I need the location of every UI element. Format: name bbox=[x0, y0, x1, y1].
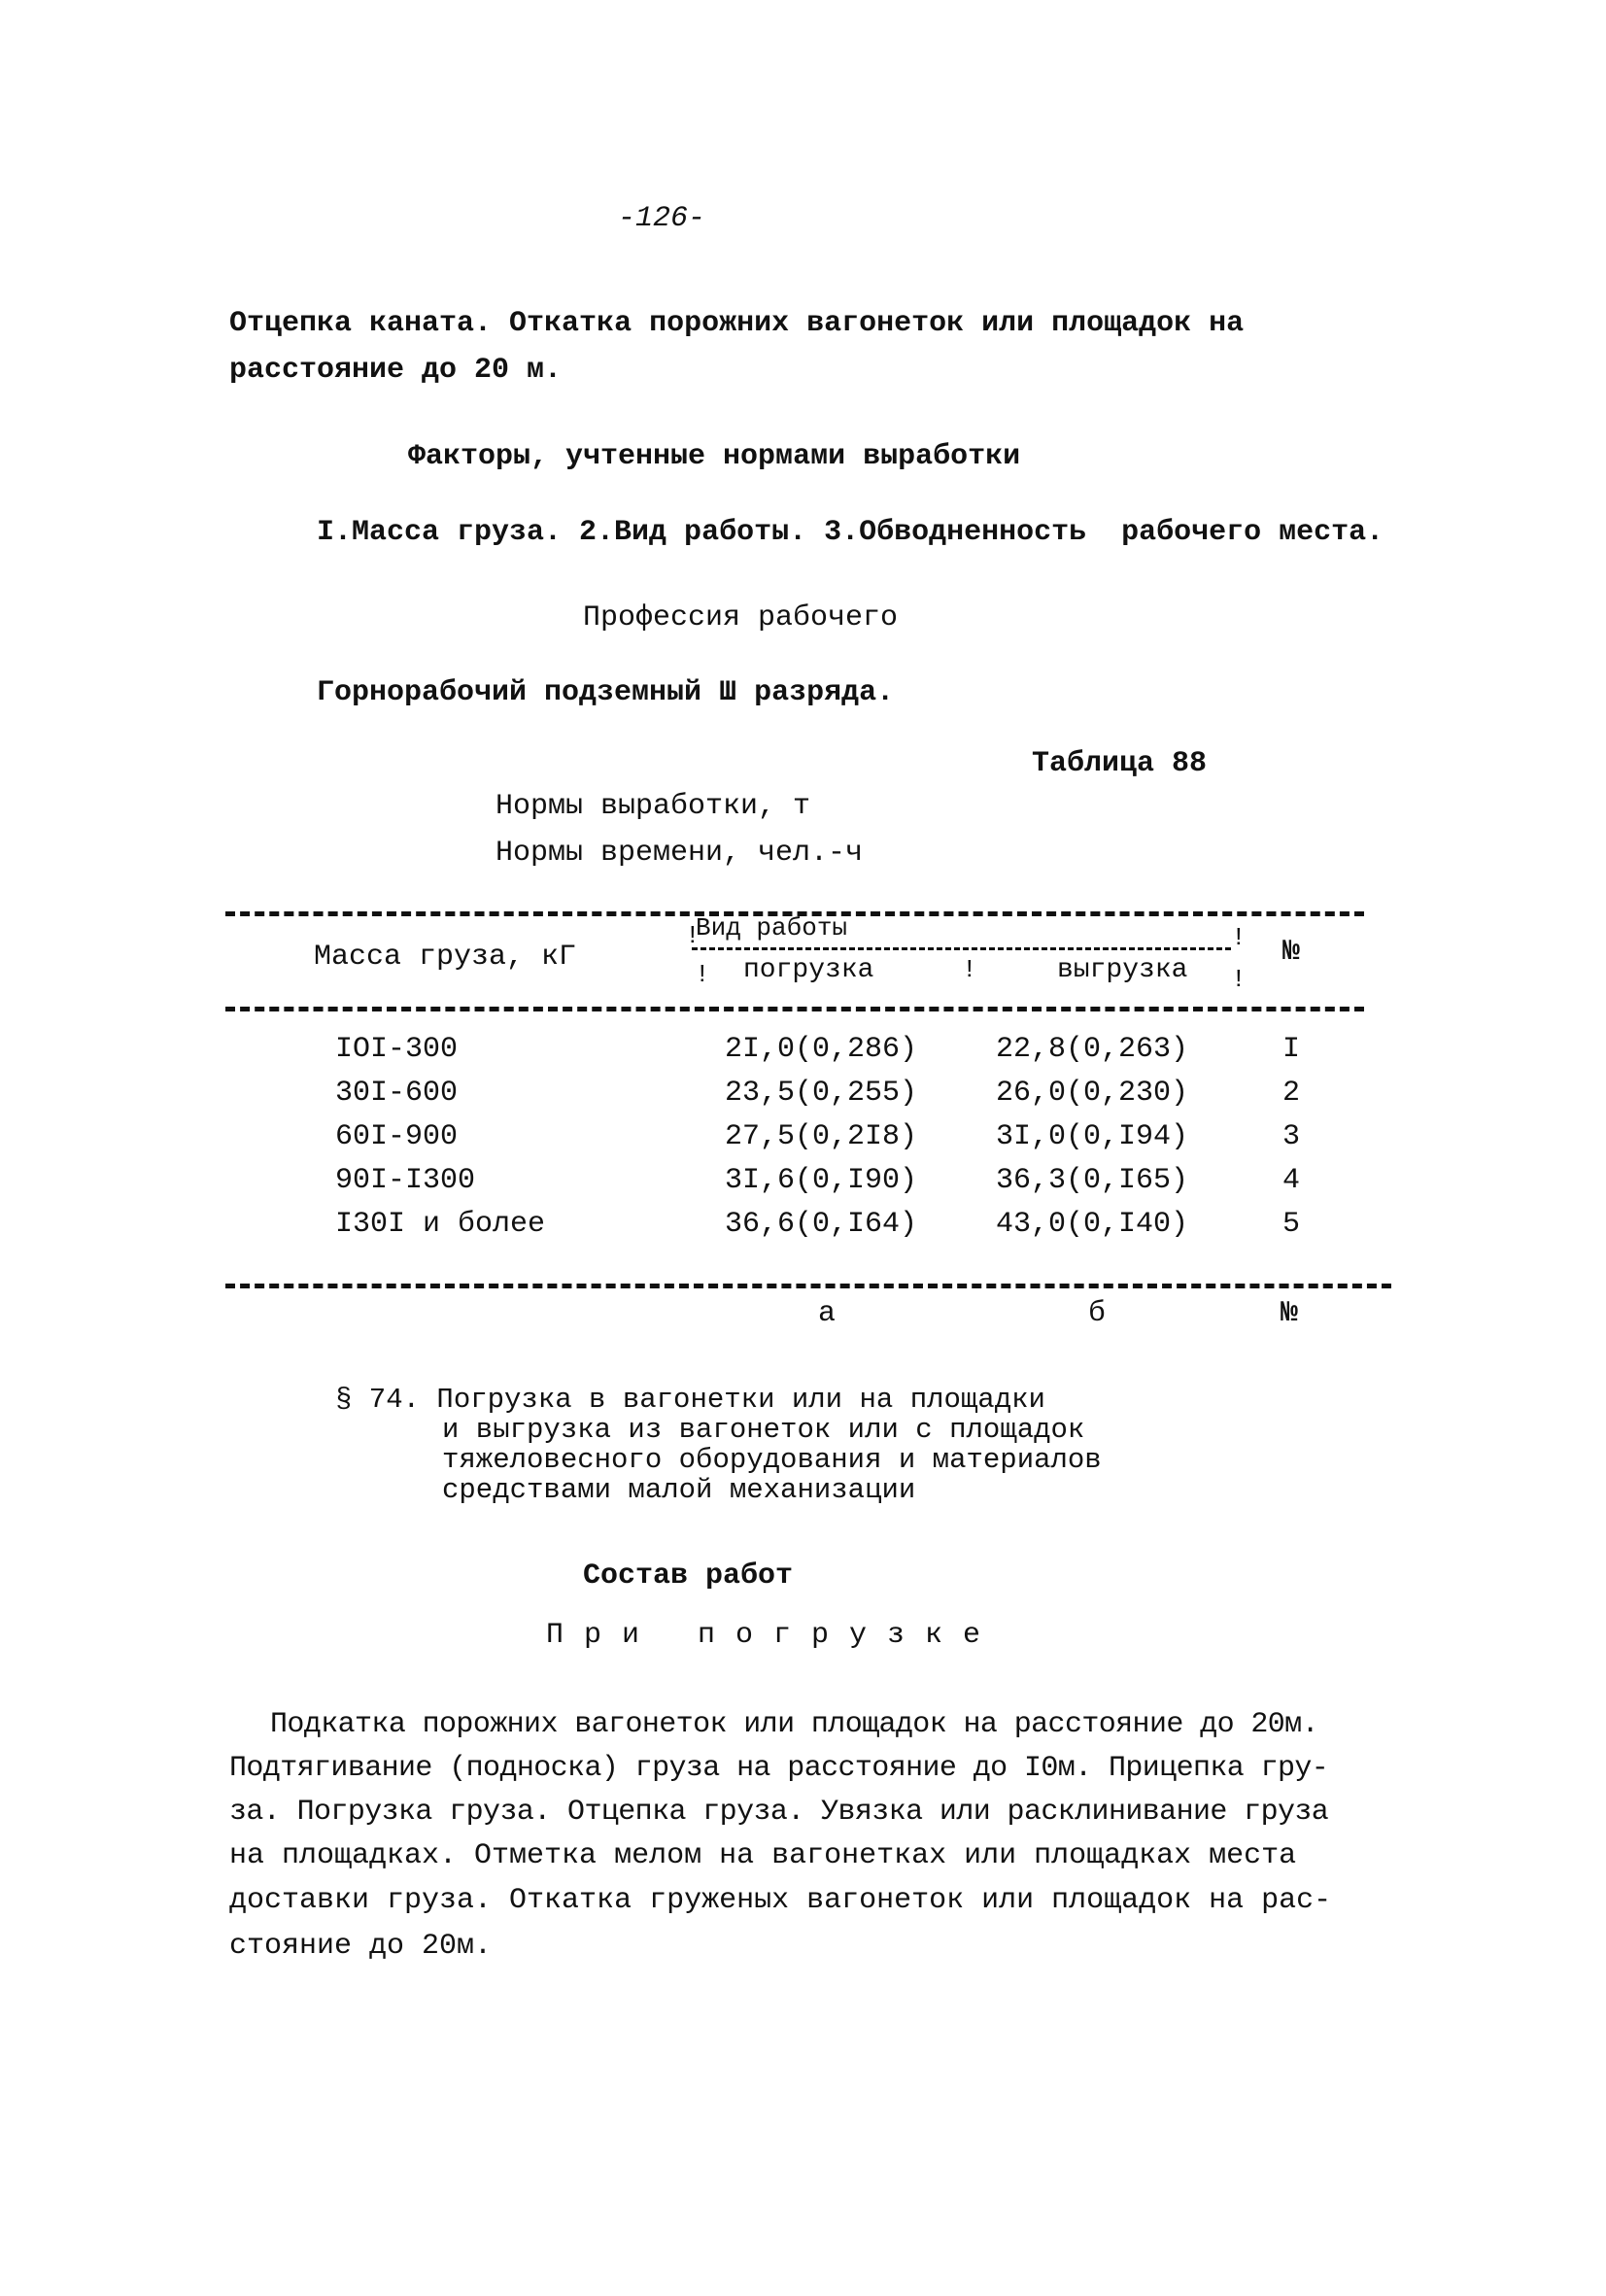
cell-num: 3 bbox=[1282, 1120, 1301, 1153]
section-title: и выгрузка из вагонеток или с площадок bbox=[442, 1414, 1085, 1446]
section-title: средствами малой механизации bbox=[442, 1474, 916, 1506]
footer-col-num: № bbox=[1281, 1297, 1299, 1330]
subheading: При погрузке bbox=[546, 1619, 1002, 1652]
section-title: тяжеловесного оборудования и материалов bbox=[442, 1444, 1102, 1476]
header-mass: Масса груза, кГ bbox=[314, 941, 577, 974]
cell-unload: 26,0(0,230) bbox=[996, 1077, 1189, 1110]
cell-mass: IOI-300 bbox=[335, 1033, 459, 1066]
cell-load: 27,5(0,2I8) bbox=[725, 1120, 918, 1153]
table-units: Нормы выработки, т bbox=[495, 790, 811, 823]
body-line: Подкатка порожних вагонеток или площадок на расстояние до 20м. bbox=[270, 1708, 1318, 1741]
cell-mass: I30I и более bbox=[335, 1208, 546, 1241]
header-group-rule bbox=[692, 947, 1231, 950]
header-unload: выгрузка bbox=[1057, 955, 1188, 985]
cell-mass: 30I-600 bbox=[335, 1077, 459, 1110]
header-bar: ! bbox=[1231, 923, 1247, 952]
page-number: -126- bbox=[618, 202, 706, 235]
composition-heading: Состав работ bbox=[583, 1559, 794, 1593]
body-line: за. Погрузка груза. Отцепка груза. Увязка или расклинивание груза bbox=[229, 1796, 1329, 1829]
cell-unload: 3I,0(0,I94) bbox=[996, 1120, 1189, 1153]
profession-heading: Профессия рабочего bbox=[583, 601, 899, 634]
cell-num: 2 bbox=[1282, 1077, 1301, 1110]
cell-num: I bbox=[1282, 1033, 1301, 1066]
cell-load: 3I,6(0,I90) bbox=[725, 1164, 918, 1197]
cell-num: 4 bbox=[1282, 1164, 1301, 1197]
header-work-type: Вид работы bbox=[696, 913, 848, 942]
header-num: № bbox=[1282, 936, 1301, 969]
factors-heading: Факторы, учтенные нормами выработки bbox=[408, 440, 1021, 473]
intro-line: расстояние до 20 м. bbox=[229, 354, 563, 387]
table-title: Таблица 88 bbox=[1032, 747, 1208, 780]
footer-col-a: а bbox=[818, 1297, 837, 1330]
body-line: доставки груза. Откатка груженых вагонеток или площадок на рас- bbox=[229, 1884, 1332, 1917]
header-bar: ! bbox=[695, 960, 710, 989]
cell-load: 2I,0(0,286) bbox=[725, 1033, 918, 1066]
profession-text: Горнорабочий подземный Ш разряда. bbox=[317, 676, 895, 709]
header-bar: ! bbox=[962, 955, 977, 984]
factors-text: I.Масса груза. 2.Вид работы. 3.Обводненность рабочего места. bbox=[317, 516, 1384, 549]
table-rule-bottom bbox=[225, 1284, 1391, 1288]
intro-line: Отцепка каната. Откатка порожних вагонеток или площадок на bbox=[229, 307, 1245, 340]
body-line: Подтягивание (подноска) груза на расстояние до I0м. Прицепка гру- bbox=[229, 1752, 1329, 1785]
header-bar: ! bbox=[1231, 965, 1247, 994]
cell-mass: 90I-I300 bbox=[335, 1164, 476, 1197]
cell-load: 36,6(0,I64) bbox=[725, 1208, 918, 1241]
header-bar: ! bbox=[685, 921, 700, 950]
header-load: погрузка bbox=[743, 955, 874, 985]
cell-unload: 22,8(0,263) bbox=[996, 1033, 1189, 1066]
cell-unload: 36,3(0,I65) bbox=[996, 1164, 1189, 1197]
cell-load: 23,5(0,255) bbox=[725, 1077, 918, 1110]
cell-mass: 60I-900 bbox=[335, 1120, 459, 1153]
cell-unload: 43,0(0,I40) bbox=[996, 1208, 1189, 1241]
cell-num: 5 bbox=[1282, 1208, 1301, 1241]
body-line: на площадках. Отметка мелом на вагонетках или площадках места bbox=[229, 1839, 1297, 1872]
table-units: Нормы времени, чел.-ч bbox=[495, 837, 864, 870]
section-title: § 74. Погрузка в вагонетки или на площадки bbox=[335, 1384, 1045, 1416]
body-line: стояние до 20м. bbox=[229, 1930, 493, 1963]
table-rule-header bbox=[225, 1007, 1364, 1011]
footer-col-b: б bbox=[1088, 1297, 1107, 1330]
